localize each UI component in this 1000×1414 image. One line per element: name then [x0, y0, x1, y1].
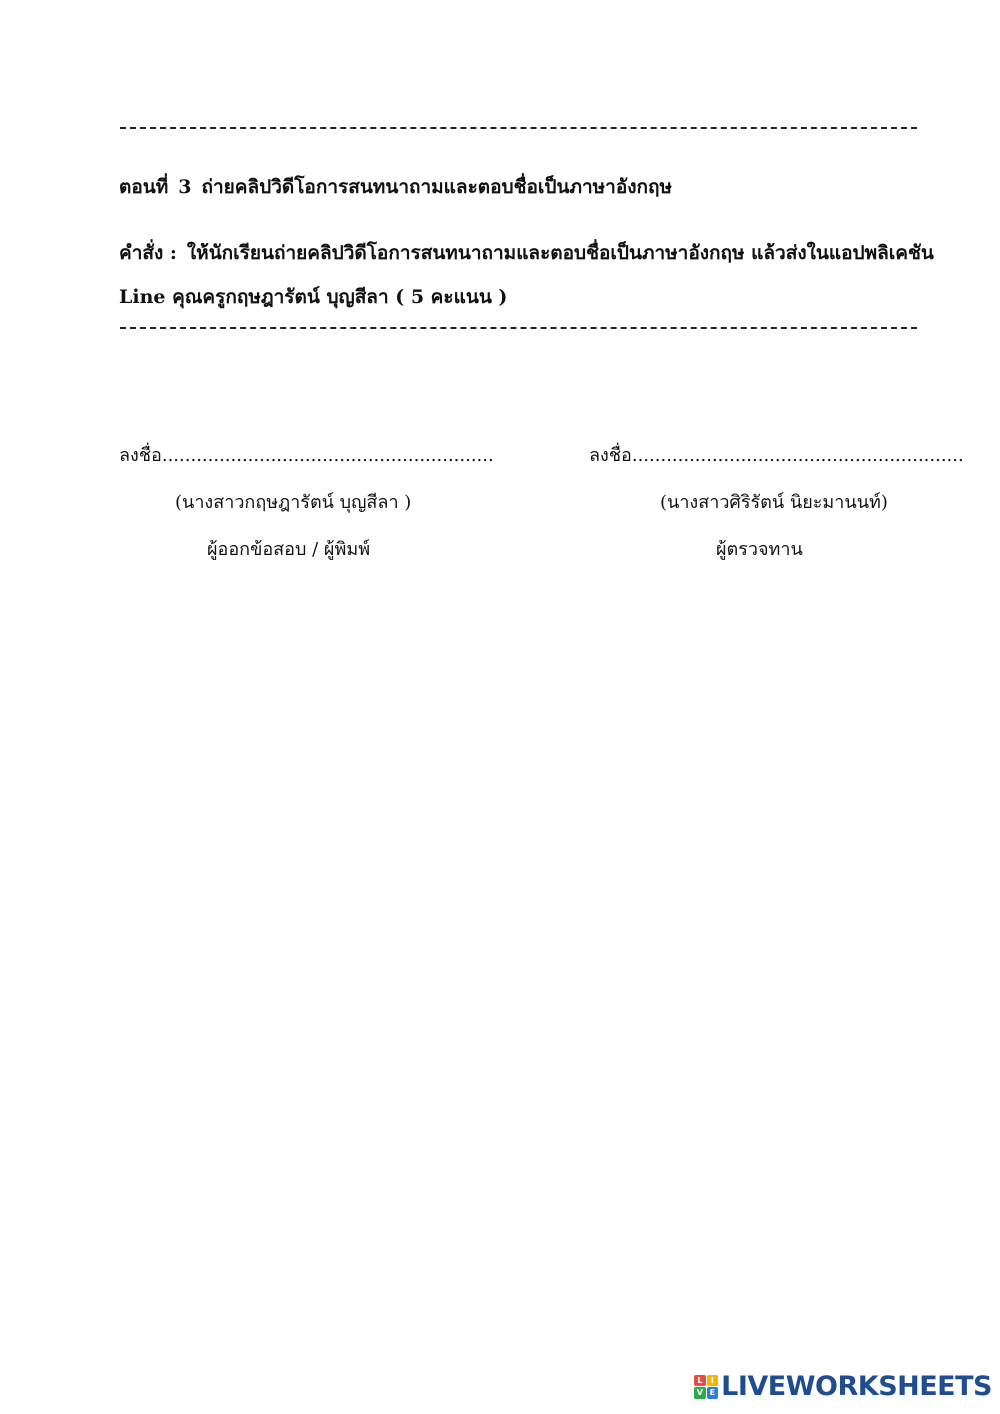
- right-signer-role: ผู้ตรวจทาน: [716, 539, 803, 560]
- instructions-label: คำสั่ง :: [119, 242, 177, 264]
- left-sign-label: ลงชื่อ: [119, 445, 162, 466]
- left-signer-name: (นางสาวกฤษฎารัตน์ บุญสีลา ): [175, 492, 412, 513]
- right-signer-name: (นางสาวศิริรัตน์ นิยะมานนท์): [660, 492, 888, 513]
- right-signature-dots: ..........................................................: [631, 445, 964, 466]
- section-label: ตอนที่: [119, 176, 169, 198]
- logo-letter-e: E: [707, 1387, 719, 1399]
- bottom-divider: [120, 327, 917, 329]
- liveworksheets-brand: [694, 1371, 992, 1402]
- left-signer-role: ผู้ออกข้อสอบ / ผู้พิมพ์: [207, 539, 371, 560]
- section-heading: [119, 172, 672, 202]
- top-divider: [120, 127, 917, 129]
- left-signature-dots: ..........................................................: [161, 445, 494, 466]
- instructions: [119, 231, 934, 319]
- brand-name: LIVEWORKSHEETS: [721, 1371, 992, 1402]
- section-title: ถ่ายคลิปวิดีโอการสนทนาถามและตอบชื่อเป็นภาษาอังกฤษ: [201, 176, 673, 198]
- logo-letter-l: L: [694, 1375, 706, 1387]
- liveworksheets-logo-icon: [694, 1375, 718, 1399]
- instructions-text-1: ให้นักเรียนถ่ายคลิปวิดีโอการสนทนาถามและตอบชื่อเป็นภาษาอังกฤษ แล้วส่งในแอปพลิเคชัน: [186, 242, 934, 264]
- logo-letter-i: I: [707, 1375, 719, 1387]
- left-signature-line: [119, 440, 494, 469]
- instructions-line-2: Line คุณครูกฤษฎารัตน์ บุญสีลา ( 5 คะแนน ): [119, 286, 508, 308]
- section-number: 3: [178, 176, 192, 198]
- right-signature-line: [589, 440, 964, 469]
- instructions-line-1: [119, 231, 934, 275]
- right-sign-label: ลงชื่อ: [589, 445, 632, 466]
- logo-letter-v: V: [694, 1387, 706, 1399]
